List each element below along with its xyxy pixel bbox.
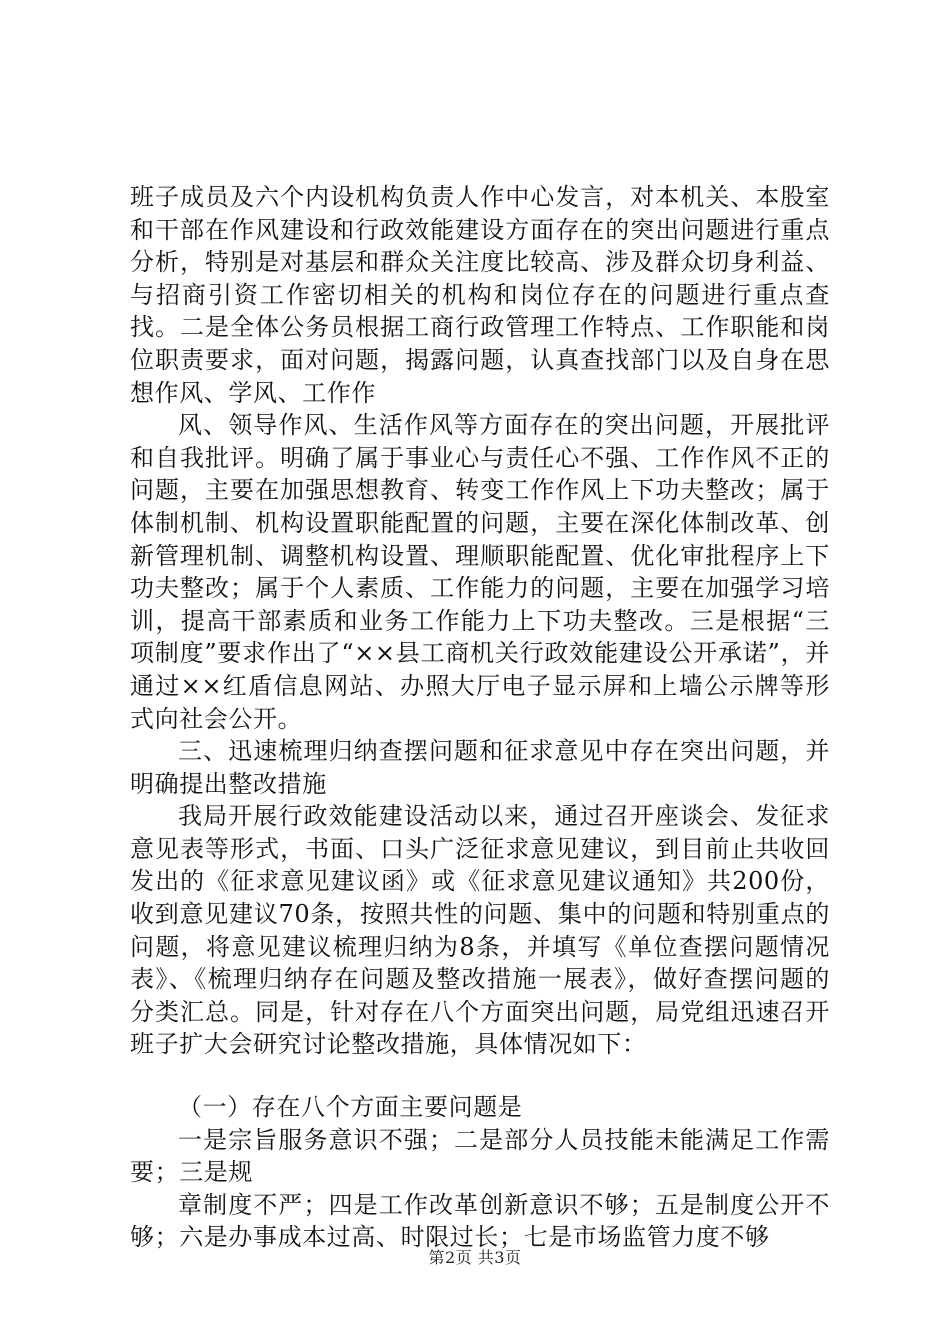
page-footer: 第2页 共3页 [428, 1248, 522, 1267]
paragraph-continuation: 班子成员及六个内设机构负责人作中心发言，对本机关、本股室和干部在作风建设和行政效能建设方面存在的突出问题进行重点分析，特别是对基层和群众关注度比较高、涉及群众切身利益、与招商引资工作密切相关的机构和岗位存在的问题进行重点查找。二是全体公务员根据工商行政管理工作特点、工作职能和岗位职责要求，面对问题，揭露问题，认真查找部门以及自身在思想作风、学风、工作作 [130, 183, 830, 407]
section-heading-three: 三、迅速梳理归纳查摆问题和征求意见中存在突出问题，并明确提出整改措施 [130, 737, 830, 798]
paragraph-opinions: 我局开展行政效能建设活动以来，通过召开座谈会、发征求意见表等形式，书面、口头广泛征求意见建议，到目前止共收回发出的《征求意见建议函》或《征求意见建议通知》共200份，收到意见建议70条，按照共性的问题、集中的问题和特别重点的问题，将意见建议梳理归纳为8条，并填写《单位查摆问题情况表》、《梳理归纳存在问题及整改措施一展表》，做好查摆问题的分类汇总。同是，针对存在八个方面突出问题，局党组迅速召开班子扩大会研究讨论整改措施，具体情况如下： [130, 802, 830, 1059]
document-body [130, 181, 830, 1254]
paragraph-criticism: 风、领导作风、生活作风等方面存在的突出问题，开展批评和自我批评。明确了属于事业心与责任心不强、工作作风不正的问题，主要在加强思想教育、转变工作作风上下功夫整改；属于体制机制、机构设置职能配置的问题，主要在深化体制改革、创新管理机制、调整机构设置、理顺职能配置、优化审批程序上下功夫整改；属于个人素质、工作能力的问题，主要在加强学习培训，提高干部素质和业务工作能力上下功夫整改。三是根据“三项制度”要求作出了“××县工商机关行政效能建设公开承诺”，并通过××红盾信息网站、办照大厅电子显示屏和上墙公示牌等形式向社会公开。 [130, 411, 830, 733]
subheading-problems: （一）存在八个方面主要问题是 [178, 1093, 523, 1122]
paragraph-problems-part1: 一是宗旨服务意识不强；二是部分人员技能未能满足工作需要；三是规 [130, 1125, 830, 1187]
paragraph-problems-part2: 章制度不严；四是工作改革创新意识不够；五是制度公开不够；六是办事成本过高、时限过长；七是市场监管力度不够 [130, 1190, 830, 1252]
